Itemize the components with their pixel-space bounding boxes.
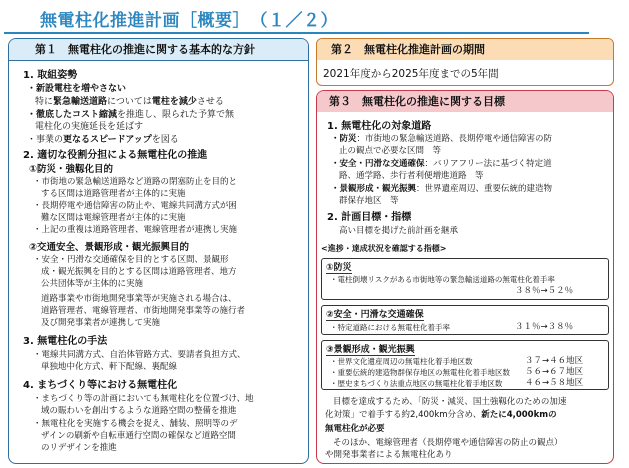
s2-c2: ②交通安全、景観形成・観光振興目的 [29, 242, 190, 253]
s2-c2-l2: 成・観光振興を目的とする区間は道路管理者、地方 [41, 267, 237, 277]
s4-l2: 域の賑わいを創出するような道路空間の整備を推進 [41, 406, 237, 416]
goal-t1-b: ・安全・円滑な交通確保：バリアフリー法に基づく特定道 [331, 159, 552, 169]
s2-c2-l5: 道路管理者、電線管理者、市街地開発事業等の施行者 [41, 306, 246, 316]
indicator-traffic-value: ３１％→３８％ [515, 322, 574, 332]
s4-l5: のリデザインを推進 [41, 443, 117, 453]
indicator-disaster-box [321, 258, 609, 300]
basic-policy-heading: 第１ 無電柱化の推進に関する基本的な方針 [9, 39, 308, 61]
s1-title: 1. 取組姿勢 [23, 70, 78, 81]
s2-c2-l3: 公共団体等が主体的に実施 [41, 279, 144, 289]
s1-b1: ・新設電柱を増やさない [27, 84, 127, 94]
indicator-traffic-line: ・特定道路における無電柱化着手率 [330, 323, 450, 332]
s1-b2-cont: 電柱化の実施延長を延ばす [35, 122, 144, 132]
s2-title: 2. 適切な役割分担による無電柱化の推進 [23, 150, 208, 161]
s4-title: 4. まちづくり等における無電柱化 [23, 380, 178, 391]
indicator-landscape-box [321, 340, 609, 390]
progress-indicator-label: <進捗・達成状況を確認する指標> [321, 244, 447, 253]
s4-l4: ザインの刷新や自転車通行空間の確保など道路空間 [41, 431, 236, 441]
goal-footer-2: 化対策」で着手する約2,400km分含め、新たに4,000kmの [325, 410, 557, 420]
s2-c2-l4: 道路事業や市街地開発事業等が実施される場合は、 [41, 294, 237, 304]
plan-period-panel [316, 38, 614, 86]
goal-t1-b2: 路、通学路、歩行者利便増進道路 等 [339, 171, 484, 181]
s3-title: 3. 無電柱化の手法 [23, 336, 108, 347]
goal-footer-4: そのほか、電線管理者（長期停電や通信障害の防止の観点） [333, 438, 563, 448]
indicator-landscape-line1: ・世界文化遺産周辺の無電柱化着手地区数 [330, 357, 473, 366]
goal-footer-1: 目標を達成するため、「防災・減災、国土強靱化のための加速 [333, 397, 567, 407]
indicator-landscape-title: ③景観形成・観光振興 [326, 342, 415, 356]
goal-t1-c: ・景観形成・観光振興：世界遺産周辺、重要伝統的建造物 [331, 184, 553, 194]
s1-b1a: 特に緊急輸送道路については電柱を減少させる [35, 97, 224, 107]
indicator-landscape-value2: ５６→６７地区 [525, 367, 584, 377]
indicator-traffic-title: ②安全・円滑な交通確保 [326, 307, 424, 321]
s2-c1-l1: ・市街地の緊急輸送道路など道路の閉塞防止を目的と [33, 177, 238, 187]
s2-c1-l3: ・長期停電や通信障害の防止や、電線共同溝方式が困 [33, 201, 237, 211]
goals-heading: 第３ 無電柱化の推進に関する目標 [317, 91, 613, 112]
s4-l1: ・まちづくり等の計画においても無電柱化を位置づけ、地 [33, 394, 254, 404]
s4-l3: ・無電柱化を実施する機会を捉え、舗装、照明等のデ [33, 419, 238, 429]
indicator-disaster-value: ３８％→５２％ [515, 286, 574, 296]
indicator-disaster-title: ①防災 [326, 260, 352, 274]
goal-t1-c2: 群保存地区 等 [339, 196, 399, 206]
s2-c1: ①防災・強靱化目的 [29, 164, 114, 175]
goal-footer-5: や開発事業者による無電柱化あり [325, 450, 453, 460]
s1-b3: ・事業の更なるスピードアップを図る [27, 135, 179, 145]
goal-t1: 1. 無電柱化の対象道路 [327, 121, 432, 132]
s2-c2-l1: ・安全・円滑な交通確保を目的とする区間、景観形 [33, 255, 229, 265]
page-title: 無電柱化推進計画［概要］ （１／２） [40, 11, 338, 31]
indicator-landscape-line3: ・歴史まちづくり法重点地区の無電柱化着手地区数 [330, 379, 503, 388]
goal-t2-l1: 高い目標を掲げた前計画を継承 [339, 226, 459, 236]
goal-t1-a: ・防災：市街地の緊急輸送道路、長期停電や通信障害の防 [331, 134, 553, 144]
s3-l2: 単独地中化方式、軒下配線、裏配線 [41, 362, 178, 372]
basic-policy-panel [8, 38, 309, 464]
indicator-landscape-value3: ４６→５８地区 [525, 378, 584, 388]
s2-c2-l6: 及び開発事業者が連携して実施 [41, 318, 161, 328]
goals-panel [316, 90, 614, 464]
indicator-disaster-line: ・電柱倒壊リスクがある市街地等の緊急輸送道路の無電柱化着手率 [330, 275, 555, 284]
s2-c1-l5: ・上記の重複は道路管理者、電線管理者が連携し実施 [33, 225, 238, 235]
s2-c1-l2: する区間は道路管理者が主体的に実施 [41, 189, 186, 199]
goal-t1-a2: 止の観点で必要な区間 等 [339, 146, 442, 156]
indicator-landscape-line2: ・重要伝統的建造物群保存地区の無電柱化着手地区数 [330, 368, 510, 377]
plan-period-text: 2021年度から2025年度までの5年間 [323, 68, 499, 80]
s3-l1: ・電線共同溝方式、自治体管路方式、要請者負担方式、 [33, 350, 246, 360]
title-underline [4, 32, 589, 34]
goal-t2: 2. 計画目標・指標 [327, 212, 412, 223]
indicator-traffic-box [321, 305, 609, 335]
goal-footer-3: 無電柱化が必要 [325, 424, 385, 434]
s2-c1-l4: 難な区間は電線管理者が主体的に実施 [41, 213, 186, 223]
indicator-landscape-value1: ３７→４６地区 [525, 356, 584, 366]
plan-period-heading: 第２ 無電柱化推進計画の期間 [317, 39, 613, 60]
s1-b2: ・徹底したコスト縮減を推進し、限られた予算で無 [27, 110, 235, 120]
